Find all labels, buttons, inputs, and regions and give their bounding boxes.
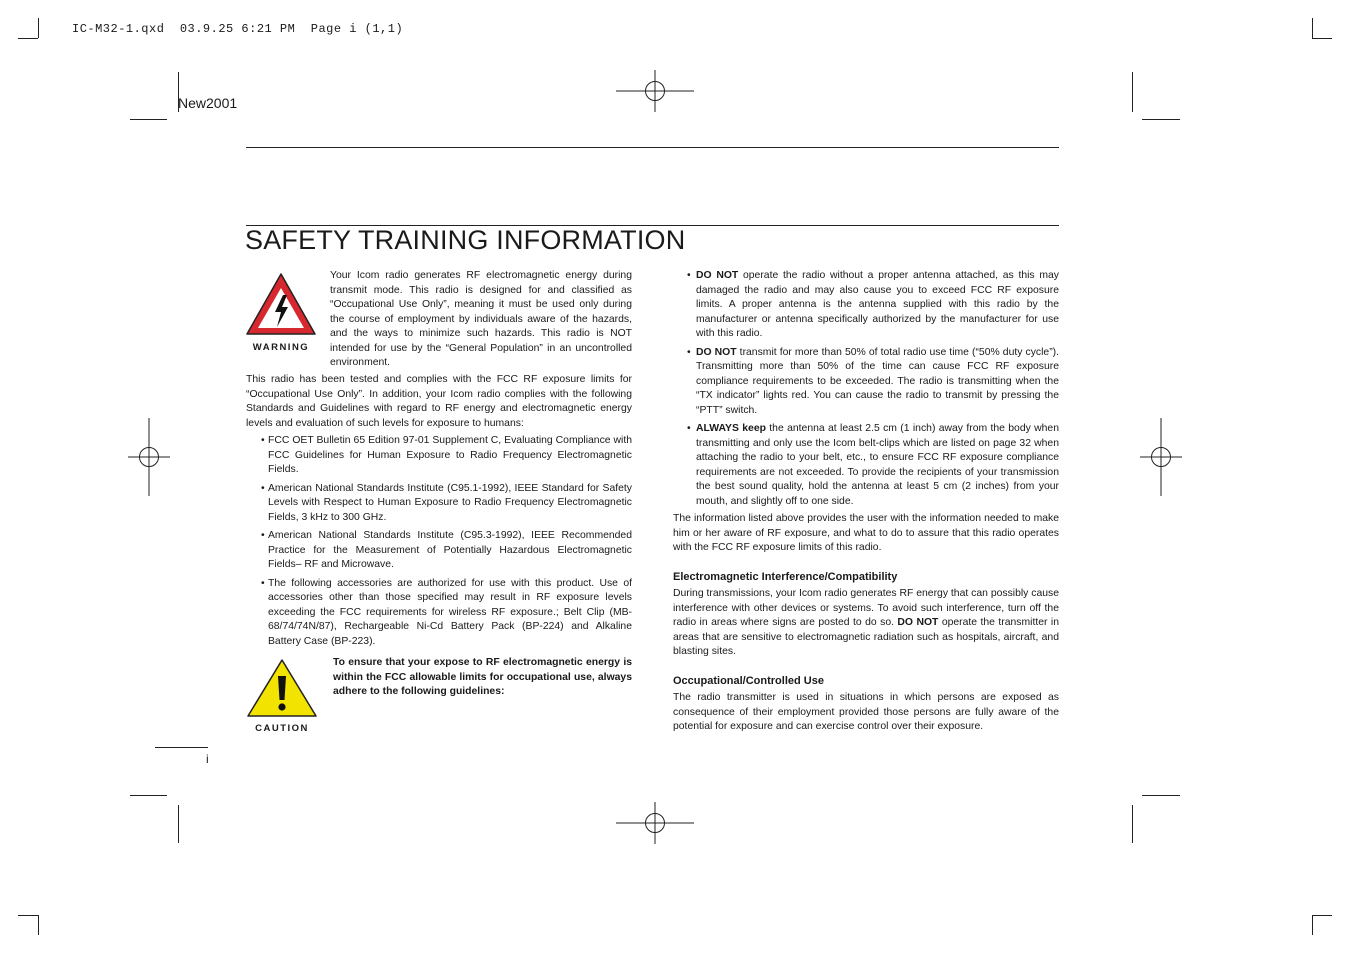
- standard-text: FCC OET Bulletin 65 Edition 97-01 Supplement C, Evaluating Compliance with FCC Guidelines for Human Exposure to Radio Frequency Electromagnetic Fields.: [268, 435, 632, 475]
- guideline-text: operate the radio without a proper antenna attached, as this may damaged the radio and may also cause you to exceed FCC RF exposure limits. A proper antenna is the antenna supplied with this radio by the manufacturer or antenna specifically authorized by the manufacturer for use with this radio.: [696, 270, 1059, 339]
- guideline-item: • ALWAYS keep the antenna at least 2.5 cm (1 inch) away from the body when transmitting and only use the Icom belt-clips which are listed on page 32 when attaching the radio to your belt, etc., to ensure FCC RF exposure compliance requirements are not exceeded. To provide the recipients of your transmission the best sound quality, hold the antenna at least 5 cm (2 inches) from your mouth, and slightly off to one side.: [687, 423, 1059, 507]
- guideline-text: transmit for more than 50% of total radio use time (“50% duty cycle”). Transmitting more than 50% of the time can cause FCC RF exposure compliance requirements to be exceeded. The radio is transmitting when the “TX indicator” lights red. You can cause the radio to transmit by pressing the “PTT” switch.: [696, 346, 1060, 416]
- emi-bold: DO NOT: [897, 617, 939, 628]
- file-slug: IC-M32-1.qxd 03.9.25 6:21 PM Page i (1,1): [72, 22, 404, 36]
- standard-item: • FCC OET Bulletin 65 Edition 97-01 Supplement C, Evaluating Compliance with FCC Guidelines for Human Exposure to Radio Frequency Electromagnetic Fields.: [261, 435, 632, 475]
- left-column: [246, 373, 632, 653]
- caution-text: To ensure that your expose to RF electromagnetic energy is within the FCC allowable limits for occupational use, always adhere to the following guidelines:: [333, 657, 632, 697]
- guideline-item: • DO NOT transmit for more than 50% of total radio use time (“50% duty cycle”). Transmitting more than 50% of the time can cause FCC RF exposure compliance requirements to be exceeded. The radio is transmitting when the “TX indicator” lights red. You can cause the radio to transmit by pressing the “PTT” switch.: [687, 346, 1060, 416]
- registration-mark-top: [614, 70, 696, 112]
- guideline-lead: DO NOT: [696, 270, 739, 281]
- standard-item: • The following accessories are authorized for use with this product. Use of accessories other than those specified may result in RF exposure levels exceeding the FCC requirements for wireless RF exposure.; Belt Clip (MB-68/74/74N/87), Rechargeable Ni-Cd Battery Pack (BP-224) and Alkaline Battery Case (BP-223).: [261, 577, 632, 647]
- intro-paragraph: This radio has been tested and complies with the FCC RF exposure limits for “Occupational Use Only”. In addition, your Icom radio complies with the following Standards and Guidelines with regard to RF energy and electromagnetic energy levels and evaluation of such levels for exposure to humans:: [246, 374, 632, 429]
- standard-text: American National Standards Institute (C95.1-1992), IEEE Standard for Safety Levels with Respect to Human Exposure to Radio Frequency Electromagnetic Fields, 3 kHz to 300 GHz.: [268, 482, 632, 523]
- warning-text: Your Icom radio generates RF electromagnetic energy during transmit mode. This radio is designed for and classified as “Occupational Use Only”, meaning it must be used only during the course of employment by individuals aware of the hazards, and the ways to minimize such hazards. This radio is NOT intended for use by the “General Population” in an uncontrolled environment.: [330, 270, 632, 368]
- registration-mark-bottom: [614, 802, 696, 844]
- right-column: [673, 269, 1059, 735]
- standard-text: The following accessories are authorized for use with this product. Use of accessories other than those specified may result in RF exposure levels exceeding the FCC requirements for wireless RF exposure.; Belt Clip (MB-68/74/74N/87), Rechargeable Ni-Cd Battery Pack (BP-224) and Alkaline Battery Case (BP-223).: [268, 577, 632, 647]
- occupational-heading: Occupational/Controlled Use: [673, 674, 824, 687]
- warning-sign: [245, 271, 317, 353]
- guideline-lead: ALWAYS keep: [696, 423, 766, 434]
- edition-label: New2001: [178, 95, 238, 111]
- warning-label: WARNING: [252, 342, 310, 353]
- footer-rule: [155, 747, 208, 748]
- page-number: i: [206, 752, 209, 766]
- summary-paragraph: The information listed above provides the user with the information needed to make him or her aware of RF exposure, and what to do to assure that this radio operates with the FCC RF exposure limits of this radio.: [673, 513, 1059, 553]
- registration-mark-right: [1140, 418, 1182, 496]
- page-title: SAFETY TRAINING INFORMATION: [245, 225, 686, 255]
- warning-lightning-icon: [245, 271, 317, 337]
- top-rule: [246, 147, 1059, 148]
- guideline-lead: DO NOT: [696, 346, 737, 358]
- guideline-item: • DO NOT operate the radio without a proper antenna attached, as this may damaged the radio and may also cause you to exceed FCC RF exposure limits. A proper antenna is the antenna supplied with this radio by the manufacturer or antenna specifically authorized by the manufacturer for use with this radio.: [687, 270, 1059, 339]
- emi-paragraph: [673, 587, 1059, 660]
- guideline-text: the antenna at least 2.5 cm (1 inch) away from the body when transmitting and only use the Icom belt-clips which are listed on page 32 when attaching the radio to your belt, etc., to ensure FCC RF exposure compliance requirements are not exceeded. To provide the recipients of your transmission the best sound quality, hold the antenna at least 5 cm (2 inches) from your mouth, and slightly off to one side.: [696, 423, 1059, 507]
- caution-label: CAUTION: [255, 723, 309, 734]
- registration-mark-left: [128, 418, 170, 496]
- emi-heading: Electromagnetic Interference/Compatibility: [673, 570, 898, 583]
- standard-item: • American National Standards Institute (C95.3-1992), IEEE Recommended Practice for the Measurement of Potentially Hazardous Electromagnetic Fields– RF and Microwave.: [261, 530, 632, 570]
- standard-text: American National Standards Institute (C95.3-1992), IEEE Recommended Practice for the Measurement of Potentially Hazardous Electromagnetic Fields– RF and Microwave.: [268, 530, 632, 570]
- caution-exclamation-icon: [246, 658, 318, 718]
- standard-item: • American National Standards Institute (C95.1-1992), IEEE Standard for Safety Levels with Respect to Human Exposure to Radio Frequency Electromagnetic Fields, 3 kHz to 300 GHz.: [261, 482, 632, 523]
- emi-text-after: operate the transmitter in areas that are sensitive to electromagnetic radiation such as hospitals, aircraft, and blasting sites.: [673, 617, 1059, 657]
- emi-text: During transmissions, your Icom radio generates RF energy that can possibly cause interference with other devices or systems. To avoid such interference, turn off the radio in areas where signs are posted to do so.: [673, 588, 1059, 628]
- caution-sign: [246, 658, 318, 734]
- occupational-paragraph: The radio transmitter is used in situations in which persons are exposed as consequence of their employment provided those persons are fully aware of the potential for exposure and can exercise control over their exposure.: [673, 692, 1059, 732]
